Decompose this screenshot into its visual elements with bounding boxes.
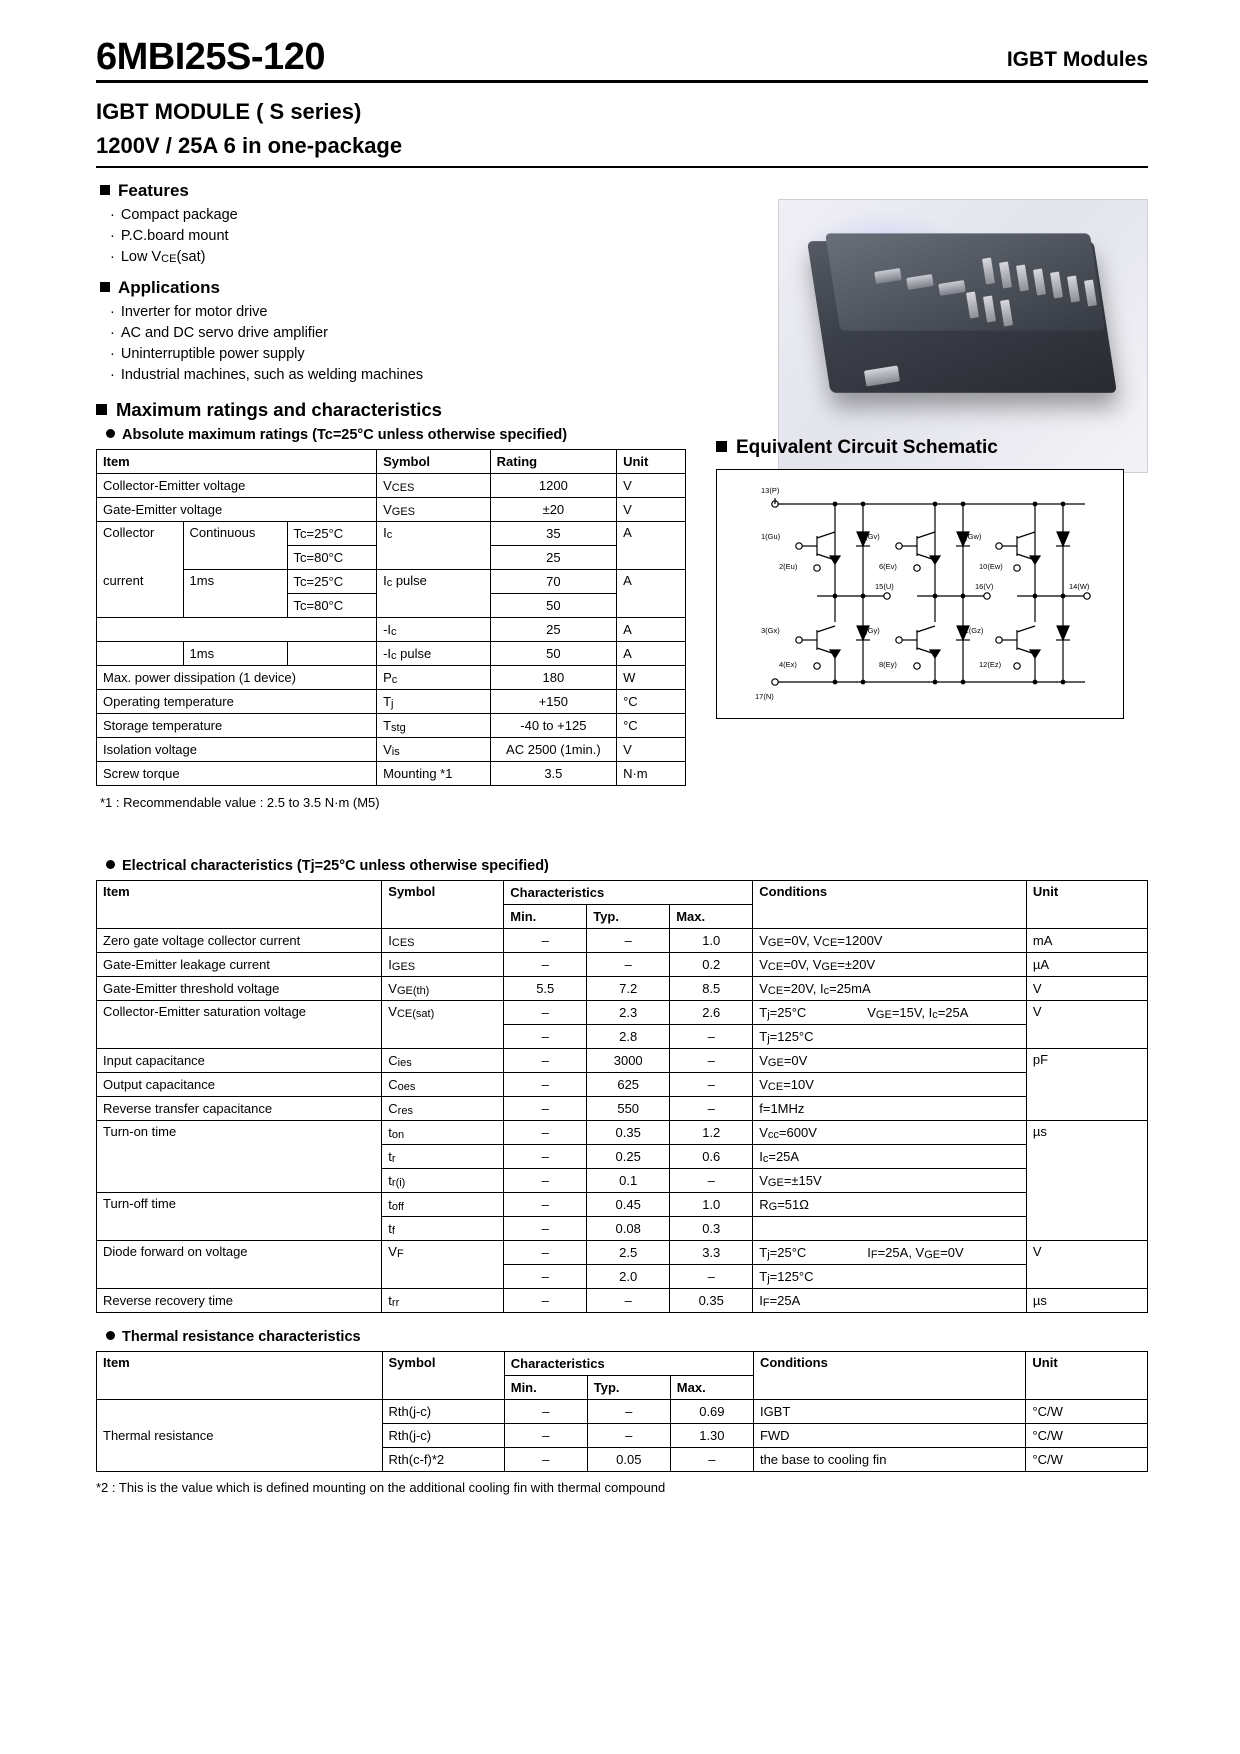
table-row xyxy=(97,1049,1148,1073)
circle-bullet-icon xyxy=(106,1331,115,1340)
cell-typ: – xyxy=(587,1400,670,1424)
table-row xyxy=(97,1001,1148,1025)
cell-max: 2.6 xyxy=(670,1001,753,1025)
cell-item: Gate-Emitter voltage xyxy=(97,498,377,522)
cell-typ: 7.2 xyxy=(587,977,670,1001)
features-heading-label: Features xyxy=(118,181,189,200)
col-conditions: Conditions xyxy=(753,1352,1025,1400)
cell-conditions: VGE=0V, VCE=1200V xyxy=(753,929,1027,953)
electrical-subheading-label: Electrical characteristics (Tj=25°C unless otherwise specified) xyxy=(122,858,549,874)
cell-conditions: IGBT xyxy=(753,1400,1025,1424)
cell-symbol: Mounting *1 xyxy=(377,762,491,786)
cell-cond1: 1ms xyxy=(183,642,287,666)
cell-conditions: Vcc=600V xyxy=(753,1121,1027,1145)
col-conditions: Conditions xyxy=(753,881,1027,929)
cell-rating: 50 xyxy=(490,642,616,666)
electrical-characteristics-table xyxy=(96,880,1148,1313)
cell-item xyxy=(97,642,184,666)
equivalent-circuit-diagram xyxy=(716,469,1124,719)
cell-typ: 2.8 xyxy=(587,1025,670,1049)
cell-item: Input capacitance xyxy=(97,1049,382,1073)
table-row xyxy=(97,474,686,498)
cell-unit: µs xyxy=(1026,1121,1147,1241)
label-e3: 4(Ex) xyxy=(779,660,797,669)
cell-symbol: Rth(j-c) xyxy=(382,1424,504,1448)
cell-conditions: FWD xyxy=(753,1424,1025,1448)
electrical-subheading xyxy=(106,858,1148,874)
application-label: Uninterruptible power supply xyxy=(120,346,305,362)
product-family: IGBT Modules xyxy=(1006,48,1148,71)
cell-symbol: Ic xyxy=(377,522,491,570)
cell-typ: – xyxy=(587,929,670,953)
page-header xyxy=(96,38,1148,83)
cell-item: Turn-off time xyxy=(97,1193,382,1241)
cell-unit: A xyxy=(617,618,686,642)
absolute-max-subheading-label: Absolute maximum ratings (Tc=25°C unless otherwise specified) xyxy=(122,427,568,443)
cell-max: 8.5 xyxy=(670,977,753,1001)
label-g11: 11(Gz) xyxy=(961,626,984,635)
cell-max: – xyxy=(670,1097,753,1121)
cell-symbol: IGES xyxy=(382,953,504,977)
cell-item: Reverse recovery time xyxy=(97,1289,382,1313)
cell-min: – xyxy=(504,1241,587,1265)
cell-rating: 3.5 xyxy=(490,762,616,786)
cell-rating: ±20 xyxy=(490,498,616,522)
applications-heading xyxy=(100,278,686,298)
cell-max: 1.0 xyxy=(670,929,753,953)
table-header-row xyxy=(97,1352,1148,1376)
cell-typ: 2.5 xyxy=(587,1241,670,1265)
cell-symbol: Rth(j-c) xyxy=(382,1400,504,1424)
cell-min: – xyxy=(504,1097,587,1121)
table-row xyxy=(97,762,686,786)
cell-unit: V xyxy=(617,498,686,522)
table-row xyxy=(97,738,686,762)
col-characteristics: Characteristics xyxy=(504,1352,753,1376)
cell-typ: 0.35 xyxy=(587,1121,670,1145)
cell-max: 0.2 xyxy=(670,953,753,977)
cell-typ: 2.3 xyxy=(587,1001,670,1025)
cell-typ: – xyxy=(587,953,670,977)
cell-typ: – xyxy=(587,1289,670,1313)
col-unit: Unit xyxy=(617,450,686,474)
cell-item: Gate-Emitter threshold voltage xyxy=(97,977,382,1001)
max-ratings-heading xyxy=(96,399,1148,421)
cell-symbol: VCE(sat) xyxy=(382,1001,504,1049)
cell-conditions: f=1MHz xyxy=(753,1097,1027,1121)
cell-max: 0.35 xyxy=(670,1289,753,1313)
table-header-row xyxy=(97,881,1148,905)
cell-symbol: -Ic xyxy=(377,618,491,642)
list-item xyxy=(110,207,686,223)
cell-max: – xyxy=(670,1073,753,1097)
col-characteristics: Characteristics xyxy=(504,881,753,905)
cell-cond1: 1ms xyxy=(183,570,287,618)
label-v: 16(V) xyxy=(975,582,994,591)
cell-item: Zero gate voltage collector current xyxy=(97,929,382,953)
circle-bullet-icon xyxy=(106,429,115,438)
cell-unit: V xyxy=(1026,977,1147,1001)
label-e1: 2(Eu) xyxy=(779,562,798,571)
label-w: 14(W) xyxy=(1069,582,1090,591)
label-e7: 8(Ey) xyxy=(879,660,897,669)
cell-typ: 550 xyxy=(587,1097,670,1121)
cell-unit: A xyxy=(617,522,686,570)
cell-cond2 xyxy=(287,618,377,642)
cell-unit: µA xyxy=(1026,953,1147,977)
label-u: 15(U) xyxy=(875,582,894,591)
cell-min: – xyxy=(504,1169,587,1193)
application-label: AC and DC servo drive amplifier xyxy=(120,325,328,341)
cell-cond2: Tc=25°C xyxy=(287,570,377,594)
cell-typ: 0.1 xyxy=(587,1169,670,1193)
cell-max: – xyxy=(670,1448,753,1472)
schematic-section xyxy=(716,437,1146,719)
table-row xyxy=(97,1289,1148,1313)
cell-typ: 0.25 xyxy=(587,1145,670,1169)
cell-rating: 70 xyxy=(490,570,616,594)
cell-item: Reverse transfer capacitance xyxy=(97,1097,382,1121)
cell-conditions: the base to cooling fin xyxy=(753,1448,1025,1472)
cell-unit: V xyxy=(1026,1001,1147,1049)
cell-cond2 xyxy=(287,642,377,666)
table-row xyxy=(97,570,686,594)
cell-cond2: Tc=80°C xyxy=(287,546,377,570)
cell-item: Gate-Emitter leakage current xyxy=(97,953,382,977)
cell-conditions: Tj=25°C VGE=15V, Ic=25A xyxy=(753,1001,1027,1025)
thermal-footnote: *2 : This is the value which is defined mounting on the additional cooling fin with thermal compound xyxy=(96,1480,666,1495)
table-row xyxy=(97,690,686,714)
cell-item: Operating temperature xyxy=(97,690,377,714)
title-line-1: IGBT MODULE ( S series) xyxy=(96,99,362,124)
cell-rating: 1200 xyxy=(490,474,616,498)
col-typ: Typ. xyxy=(587,905,670,929)
square-bullet-icon xyxy=(100,282,110,292)
list-item xyxy=(110,325,686,341)
cell-symbol: tr xyxy=(382,1145,504,1169)
cell-unit: A xyxy=(617,570,686,618)
table-row xyxy=(97,642,686,666)
cell-unit: A xyxy=(617,642,686,666)
col-item: Item xyxy=(97,1352,383,1400)
cell-min: 5.5 xyxy=(504,977,587,1001)
cell-min: – xyxy=(504,1289,587,1313)
cell-unit: °C/W xyxy=(1026,1400,1148,1424)
thermal-subheading xyxy=(106,1329,1148,1345)
cell-min: – xyxy=(504,1265,587,1289)
cell-conditions: Tj=25°C IF=25A, VGE=0V xyxy=(753,1241,1027,1265)
cell-unit: N·m xyxy=(617,762,686,786)
list-item xyxy=(110,228,686,244)
cell-min: – xyxy=(504,1400,587,1424)
label-p: 13(P) xyxy=(761,486,780,495)
cell-max: 1.0 xyxy=(670,1193,753,1217)
cell-unit: °C/W xyxy=(1026,1448,1148,1472)
cell-max: 3.3 xyxy=(670,1241,753,1265)
col-unit: Unit xyxy=(1026,881,1147,929)
cell-min: – xyxy=(504,1073,587,1097)
absolute-maximum-ratings-table xyxy=(96,449,686,786)
cell-symbol: Coes xyxy=(382,1073,504,1097)
cell-min: – xyxy=(504,1424,587,1448)
cell-conditions: IF=25A xyxy=(753,1289,1027,1313)
col-max: Max. xyxy=(670,1376,753,1400)
cell-symbol: Vis xyxy=(377,738,491,762)
cell-conditions xyxy=(753,1217,1027,1241)
list-item: · Low VCE(sat) xyxy=(110,249,206,265)
col-rating: Rating xyxy=(490,450,616,474)
table-row xyxy=(97,1073,1148,1097)
cell-max: 1.30 xyxy=(670,1424,753,1448)
cell-max: 0.6 xyxy=(670,1145,753,1169)
cell-min: – xyxy=(504,1121,587,1145)
table-row xyxy=(97,1400,1148,1424)
cell-rating: +150 xyxy=(490,690,616,714)
max-ratings-footnote: *1 : Recommendable value : 2.5 to 3.5 N·m (M5) xyxy=(100,795,380,810)
cell-conditions: VGE=0V xyxy=(753,1049,1027,1073)
cell-item: Turn-on time xyxy=(97,1121,382,1193)
cell-conditions: VCE=0V, VGE=±20V xyxy=(753,953,1027,977)
title-line-2: 1200V / 25A 6 in one-package xyxy=(96,133,1148,168)
cell-symbol: ton xyxy=(382,1121,504,1145)
cell-unit: pF xyxy=(1026,1049,1147,1121)
cell-symbol: VCES xyxy=(377,474,491,498)
col-symbol: Symbol xyxy=(382,881,504,929)
label-e11: 12(Ez) xyxy=(979,660,1002,669)
col-min: Min. xyxy=(504,1376,587,1400)
cell-symbol: VGE(th) xyxy=(382,977,504,1001)
col-item: Item xyxy=(97,881,382,929)
cell-symbol: trr xyxy=(382,1289,504,1313)
cell-symbol: ICES xyxy=(382,929,504,953)
cell-conditions: VGE=±15V xyxy=(753,1169,1027,1193)
cell-item: current xyxy=(97,570,184,618)
label-n: 17(N) xyxy=(755,692,774,701)
cell-symbol: Pc xyxy=(377,666,491,690)
cell-symbol: Rth(c-f)*2 xyxy=(382,1448,504,1472)
schematic-heading-label: Equivalent Circuit Schematic xyxy=(736,437,998,458)
cell-symbol: Tstg xyxy=(377,714,491,738)
cell-max: 1.2 xyxy=(670,1121,753,1145)
circle-bullet-icon xyxy=(106,860,115,869)
cell-item xyxy=(97,618,288,642)
cell-rating: -40 to +125 xyxy=(490,714,616,738)
upper-section xyxy=(96,181,1148,383)
table-row xyxy=(97,498,686,522)
cell-item: Collector-Emitter voltage xyxy=(97,474,377,498)
table-row xyxy=(97,522,686,546)
cell-typ: 2.0 xyxy=(587,1265,670,1289)
col-symbol: Symbol xyxy=(377,450,491,474)
cell-rating: 25 xyxy=(490,618,616,642)
dot-icon: · xyxy=(110,346,115,362)
table-row xyxy=(97,1241,1148,1265)
page-content xyxy=(96,38,1148,1495)
table-row xyxy=(97,714,686,738)
dot-icon: · xyxy=(110,207,115,223)
part-number: 6MBI25S-120 xyxy=(96,36,325,78)
square-bullet-icon xyxy=(716,441,727,452)
cell-unit: mA xyxy=(1026,929,1147,953)
cell-max: 0.69 xyxy=(670,1400,753,1424)
cell-conditions: Tj=125°C xyxy=(753,1025,1027,1049)
cell-typ: 3000 xyxy=(587,1049,670,1073)
cell-item: Collector xyxy=(97,522,184,570)
cell-rating: 50 xyxy=(490,594,616,618)
col-unit: Unit xyxy=(1026,1352,1148,1400)
cell-item: Isolation voltage xyxy=(97,738,377,762)
cell-symbol: VGES xyxy=(377,498,491,522)
list-item xyxy=(110,367,686,383)
cell-unit: W xyxy=(617,666,686,690)
cell-min: – xyxy=(504,953,587,977)
cell-cond2: Tc=25°C xyxy=(287,522,377,546)
cell-item: Storage temperature xyxy=(97,714,377,738)
dot-icon: · xyxy=(110,325,115,341)
cell-item: Diode forward on voltage xyxy=(97,1241,382,1289)
cell-item: Thermal resistance xyxy=(97,1400,383,1472)
cell-symbol: Cres xyxy=(382,1097,504,1121)
dot-icon: · xyxy=(110,304,115,320)
table-row xyxy=(97,1193,1148,1217)
cell-conditions: Tj=125°C xyxy=(753,1265,1027,1289)
thermal-subheading-label: Thermal resistance characteristics xyxy=(122,1329,361,1345)
cell-typ: 0.08 xyxy=(587,1217,670,1241)
cell-max: – xyxy=(670,1169,753,1193)
col-min: Min. xyxy=(504,905,587,929)
label-g7: 7(Gy) xyxy=(861,626,880,635)
label-g9: 9(Gw) xyxy=(961,532,982,541)
cell-typ: 0.45 xyxy=(587,1193,670,1217)
left-column xyxy=(96,181,686,383)
cell-conditions: RG=51Ω xyxy=(753,1193,1027,1217)
cell-conditions: VCE=10V xyxy=(753,1073,1027,1097)
list-item xyxy=(110,304,686,320)
schematic-heading xyxy=(716,437,1146,459)
cell-min: – xyxy=(504,929,587,953)
table-row xyxy=(97,666,686,690)
cell-max: – xyxy=(670,1265,753,1289)
applications-heading-label: Applications xyxy=(118,278,221,297)
cell-rating: 180 xyxy=(490,666,616,690)
table-row xyxy=(97,618,686,642)
application-label: Industrial machines, such as welding machines xyxy=(120,367,424,383)
label-g5: 5(Gv) xyxy=(861,532,880,541)
cell-min: – xyxy=(504,1049,587,1073)
dot-icon: · xyxy=(110,249,115,265)
dot-icon: · xyxy=(110,367,115,383)
cell-unit: V xyxy=(617,474,686,498)
cell-max: – xyxy=(670,1049,753,1073)
cell-unit: °C xyxy=(617,690,686,714)
cell-symbol: -Ic pulse xyxy=(377,642,491,666)
list-item xyxy=(110,346,686,362)
cell-symbol: tr(i) xyxy=(382,1169,504,1193)
col-typ: Typ. xyxy=(587,1376,670,1400)
cell-min: – xyxy=(504,1448,587,1472)
cell-rating: AC 2500 (1min.) xyxy=(490,738,616,762)
col-max: Max. xyxy=(670,905,753,929)
col-symbol: Symbol xyxy=(382,1352,504,1400)
table-row xyxy=(97,929,1148,953)
cell-unit: µs xyxy=(1026,1289,1147,1313)
cell-item: Screw torque xyxy=(97,762,377,786)
cell-min: – xyxy=(504,1001,587,1025)
max-ratings-heading-label: Maximum ratings and characteristics xyxy=(116,399,442,420)
label-e5: 6(Ev) xyxy=(879,562,897,571)
cell-unit: V xyxy=(1026,1241,1147,1289)
cell-min: – xyxy=(504,1217,587,1241)
table-row xyxy=(97,953,1148,977)
cell-min: – xyxy=(504,1145,587,1169)
cell-typ: 0.05 xyxy=(587,1448,670,1472)
table-row xyxy=(97,1097,1148,1121)
label-g1: 1(Gu) xyxy=(761,532,781,541)
cell-symbol: Ic pulse xyxy=(377,570,491,618)
cell-typ: – xyxy=(587,1424,670,1448)
square-bullet-icon xyxy=(100,185,110,195)
table-row xyxy=(97,977,1148,1001)
features-heading xyxy=(100,181,686,201)
cell-rating: 25 xyxy=(490,546,616,570)
cell-max: 0.3 xyxy=(670,1217,753,1241)
cell-unit: °C xyxy=(617,714,686,738)
table-row xyxy=(97,1121,1148,1145)
cell-item: Collector-Emitter saturation voltage xyxy=(97,1001,382,1049)
cell-symbol: VF xyxy=(382,1241,504,1289)
module-lid xyxy=(825,233,1105,330)
label-e9: 10(Ew) xyxy=(979,562,1003,571)
thermal-resistance-table xyxy=(96,1351,1148,1472)
features-list xyxy=(110,207,686,265)
square-bullet-icon xyxy=(96,404,107,415)
cell-unit: V xyxy=(617,738,686,762)
feature-label: Compact package xyxy=(120,207,238,223)
col-item: Item xyxy=(97,450,377,474)
cell-item: Max. power dissipation (1 device) xyxy=(97,666,377,690)
dot-icon: · xyxy=(110,228,115,244)
table-header-row xyxy=(97,450,686,474)
label-g3: 3(Gx) xyxy=(761,626,780,635)
cell-rating: 35 xyxy=(490,522,616,546)
cell-symbol: tf xyxy=(382,1217,504,1241)
applications-list xyxy=(110,304,686,383)
cell-max: – xyxy=(670,1025,753,1049)
cell-conditions: VCE=20V, Ic=25mA xyxy=(753,977,1027,1001)
feature-label: P.C.board mount xyxy=(120,228,229,244)
cell-cond1: Continuous xyxy=(183,522,287,570)
cell-conditions: Ic=25A xyxy=(753,1145,1027,1169)
cell-unit: °C/W xyxy=(1026,1424,1148,1448)
cell-symbol: Cies xyxy=(382,1049,504,1073)
cell-symbol: toff xyxy=(382,1193,504,1217)
cell-typ: 625 xyxy=(587,1073,670,1097)
cell-symbol: Tj xyxy=(377,690,491,714)
cell-cond2: Tc=80°C xyxy=(287,594,377,618)
cell-min: – xyxy=(504,1025,587,1049)
cell-item: Output capacitance xyxy=(97,1073,382,1097)
application-label: Inverter for motor drive xyxy=(120,304,268,320)
cell-min: – xyxy=(504,1193,587,1217)
